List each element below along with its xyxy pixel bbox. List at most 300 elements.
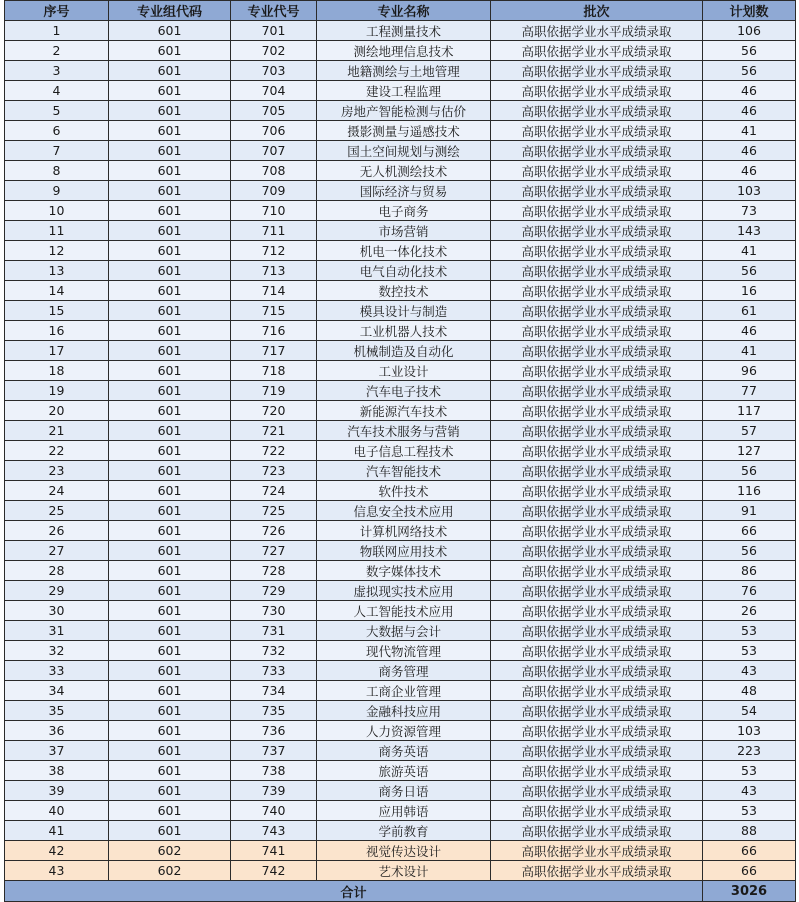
table-row <box>5 201 796 221</box>
cell-batch: 高职依据学业水平成绩录取 <box>491 661 703 681</box>
cell-plan: 61 <box>703 301 796 321</box>
cell-major-code: 722 <box>231 441 317 461</box>
cell-group-code: 601 <box>109 321 231 341</box>
cell-major-name: 工业设计 <box>317 361 491 381</box>
table-row <box>5 341 796 361</box>
cell-group-code: 601 <box>109 61 231 81</box>
cell-group-code: 601 <box>109 481 231 501</box>
cell-no: 13 <box>5 261 109 281</box>
cell-group-code: 601 <box>109 501 231 521</box>
cell-batch: 高职依据学业水平成绩录取 <box>491 601 703 621</box>
cell-major-name: 人力资源管理 <box>317 721 491 741</box>
cell-major-name: 测绘地理信息技术 <box>317 41 491 61</box>
cell-no: 35 <box>5 701 109 721</box>
cell-group-code: 601 <box>109 281 231 301</box>
table-row <box>5 641 796 661</box>
total-value: 3026 <box>703 881 796 902</box>
table-row <box>5 621 796 641</box>
cell-plan: 56 <box>703 61 796 81</box>
cell-batch: 高职依据学业水平成绩录取 <box>491 321 703 341</box>
cell-major-code: 717 <box>231 341 317 361</box>
cell-major-code: 708 <box>231 161 317 181</box>
cell-plan: 66 <box>703 841 796 861</box>
cell-major-code: 734 <box>231 681 317 701</box>
cell-major-code: 742 <box>231 861 317 881</box>
cell-no: 30 <box>5 601 109 621</box>
cell-batch: 高职依据学业水平成绩录取 <box>491 41 703 61</box>
table-row <box>5 421 796 441</box>
cell-batch: 高职依据学业水平成绩录取 <box>491 521 703 541</box>
cell-no: 40 <box>5 801 109 821</box>
table-row <box>5 81 796 101</box>
table-row <box>5 681 796 701</box>
cell-major-name: 数控技术 <box>317 281 491 301</box>
table-row <box>5 861 796 881</box>
cell-no: 38 <box>5 761 109 781</box>
cell-plan: 117 <box>703 401 796 421</box>
cell-plan: 91 <box>703 501 796 521</box>
cell-major-name: 艺术设计 <box>317 861 491 881</box>
table-row <box>5 661 796 681</box>
cell-major-name: 新能源汽车技术 <box>317 401 491 421</box>
cell-batch: 高职依据学业水平成绩录取 <box>491 541 703 561</box>
cell-major-name: 数字媒体技术 <box>317 561 491 581</box>
table-row <box>5 21 796 41</box>
table-row <box>5 581 796 601</box>
cell-plan: 41 <box>703 241 796 261</box>
cell-plan: 53 <box>703 801 796 821</box>
table-row <box>5 501 796 521</box>
cell-group-code: 601 <box>109 561 231 581</box>
cell-no: 7 <box>5 141 109 161</box>
cell-major-name: 信息安全技术应用 <box>317 501 491 521</box>
cell-batch: 高职依据学业水平成绩录取 <box>491 301 703 321</box>
table-row <box>5 461 796 481</box>
table-row <box>5 121 796 141</box>
cell-no: 25 <box>5 501 109 521</box>
cell-plan: 116 <box>703 481 796 501</box>
cell-major-code: 737 <box>231 741 317 761</box>
cell-plan: 53 <box>703 641 796 661</box>
table-row <box>5 761 796 781</box>
cell-no: 26 <box>5 521 109 541</box>
cell-group-code: 601 <box>109 341 231 361</box>
cell-plan: 77 <box>703 381 796 401</box>
cell-group-code: 601 <box>109 21 231 41</box>
cell-batch: 高职依据学业水平成绩录取 <box>491 501 703 521</box>
cell-major-name: 现代物流管理 <box>317 641 491 661</box>
cell-major-code: 713 <box>231 261 317 281</box>
cell-group-code: 601 <box>109 121 231 141</box>
table-row <box>5 241 796 261</box>
cell-batch: 高职依据学业水平成绩录取 <box>491 861 703 881</box>
cell-batch: 高职依据学业水平成绩录取 <box>491 341 703 361</box>
cell-plan: 96 <box>703 361 796 381</box>
table-row <box>5 801 796 821</box>
cell-no: 33 <box>5 661 109 681</box>
cell-group-code: 601 <box>109 641 231 661</box>
cell-no: 6 <box>5 121 109 141</box>
cell-major-code: 714 <box>231 281 317 301</box>
cell-batch: 高职依据学业水平成绩录取 <box>491 621 703 641</box>
cell-no: 18 <box>5 361 109 381</box>
cell-no: 28 <box>5 561 109 581</box>
cell-batch: 高职依据学业水平成绩录取 <box>491 801 703 821</box>
cell-batch: 高职依据学业水平成绩录取 <box>491 201 703 221</box>
cell-batch: 高职依据学业水平成绩录取 <box>491 461 703 481</box>
cell-plan: 56 <box>703 461 796 481</box>
cell-plan: 103 <box>703 721 796 741</box>
cell-batch: 高职依据学业水平成绩录取 <box>491 61 703 81</box>
cell-major-code: 707 <box>231 141 317 161</box>
cell-major-code: 710 <box>231 201 317 221</box>
table-row <box>5 481 796 501</box>
cell-plan: 76 <box>703 581 796 601</box>
cell-major-code: 709 <box>231 181 317 201</box>
cell-plan: 143 <box>703 221 796 241</box>
cell-batch: 高职依据学业水平成绩录取 <box>491 481 703 501</box>
cell-major-code: 725 <box>231 501 317 521</box>
cell-no: 37 <box>5 741 109 761</box>
cell-major-name: 电子商务 <box>317 201 491 221</box>
cell-major-code: 715 <box>231 301 317 321</box>
cell-group-code: 601 <box>109 681 231 701</box>
cell-major-name: 旅游英语 <box>317 761 491 781</box>
cell-no: 39 <box>5 781 109 801</box>
cell-no: 4 <box>5 81 109 101</box>
cell-major-code: 706 <box>231 121 317 141</box>
cell-group-code: 602 <box>109 841 231 861</box>
table-row <box>5 361 796 381</box>
cell-batch: 高职依据学业水平成绩录取 <box>491 821 703 841</box>
cell-batch: 高职依据学业水平成绩录取 <box>491 181 703 201</box>
header-plan: 计划数 <box>703 1 796 21</box>
cell-major-name: 地籍测绘与土地管理 <box>317 61 491 81</box>
cell-plan: 86 <box>703 561 796 581</box>
cell-no: 23 <box>5 461 109 481</box>
cell-major-code: 735 <box>231 701 317 721</box>
table-row <box>5 441 796 461</box>
cell-major-code: 741 <box>231 841 317 861</box>
table-row <box>5 41 796 61</box>
cell-major-code: 704 <box>231 81 317 101</box>
cell-plan: 73 <box>703 201 796 221</box>
cell-group-code: 601 <box>109 661 231 681</box>
table-row <box>5 261 796 281</box>
cell-batch: 高职依据学业水平成绩录取 <box>491 21 703 41</box>
table-row <box>5 601 796 621</box>
cell-plan: 66 <box>703 861 796 881</box>
cell-group-code: 601 <box>109 421 231 441</box>
cell-major-name: 模具设计与制造 <box>317 301 491 321</box>
cell-batch: 高职依据学业水平成绩录取 <box>491 681 703 701</box>
cell-group-code: 601 <box>109 741 231 761</box>
cell-major-name: 电子信息工程技术 <box>317 441 491 461</box>
cell-major-name: 国土空间规划与测绘 <box>317 141 491 161</box>
cell-no: 14 <box>5 281 109 301</box>
cell-no: 20 <box>5 401 109 421</box>
total-row <box>5 881 796 902</box>
cell-no: 1 <box>5 21 109 41</box>
cell-major-name: 摄影测量与遥感技术 <box>317 121 491 141</box>
cell-batch: 高职依据学业水平成绩录取 <box>491 741 703 761</box>
cell-major-name: 学前教育 <box>317 821 491 841</box>
table-row <box>5 401 796 421</box>
cell-batch: 高职依据学业水平成绩录取 <box>491 261 703 281</box>
cell-group-code: 601 <box>109 221 231 241</box>
cell-group-code: 601 <box>109 361 231 381</box>
cell-batch: 高职依据学业水平成绩录取 <box>491 101 703 121</box>
table-row <box>5 101 796 121</box>
cell-group-code: 601 <box>109 761 231 781</box>
header-row <box>5 1 796 21</box>
cell-major-code: 733 <box>231 661 317 681</box>
cell-plan: 223 <box>703 741 796 761</box>
cell-batch: 高职依据学业水平成绩录取 <box>491 81 703 101</box>
cell-plan: 103 <box>703 181 796 201</box>
cell-major-code: 705 <box>231 101 317 121</box>
cell-no: 29 <box>5 581 109 601</box>
cell-major-code: 726 <box>231 521 317 541</box>
cell-group-code: 601 <box>109 621 231 641</box>
cell-batch: 高职依据学业水平成绩录取 <box>491 641 703 661</box>
table-row <box>5 281 796 301</box>
cell-major-code: 731 <box>231 621 317 641</box>
cell-batch: 高职依据学业水平成绩录取 <box>491 761 703 781</box>
cell-plan: 88 <box>703 821 796 841</box>
cell-major-name: 工程测量技术 <box>317 21 491 41</box>
cell-batch: 高职依据学业水平成绩录取 <box>491 781 703 801</box>
cell-group-code: 601 <box>109 41 231 61</box>
cell-group-code: 601 <box>109 601 231 621</box>
cell-major-name: 机械制造及自动化 <box>317 341 491 361</box>
cell-major-code: 711 <box>231 221 317 241</box>
table-row <box>5 221 796 241</box>
cell-no: 16 <box>5 321 109 341</box>
cell-major-code: 729 <box>231 581 317 601</box>
cell-major-code: 743 <box>231 821 317 841</box>
cell-major-code: 712 <box>231 241 317 261</box>
table-row <box>5 301 796 321</box>
cell-major-name: 金融科技应用 <box>317 701 491 721</box>
header-major-name: 专业名称 <box>317 1 491 21</box>
table-row <box>5 161 796 181</box>
cell-plan: 56 <box>703 41 796 61</box>
cell-plan: 54 <box>703 701 796 721</box>
cell-group-code: 601 <box>109 821 231 841</box>
header-group-code: 专业组代码 <box>109 1 231 21</box>
cell-batch: 高职依据学业水平成绩录取 <box>491 581 703 601</box>
cell-group-code: 602 <box>109 861 231 881</box>
cell-no: 41 <box>5 821 109 841</box>
table-row <box>5 381 796 401</box>
cell-group-code: 601 <box>109 201 231 221</box>
cell-group-code: 601 <box>109 441 231 461</box>
cell-major-code: 738 <box>231 761 317 781</box>
table-row <box>5 841 796 861</box>
table-row <box>5 741 796 761</box>
cell-major-code: 732 <box>231 641 317 661</box>
table-row <box>5 821 796 841</box>
cell-no: 5 <box>5 101 109 121</box>
cell-batch: 高职依据学业水平成绩录取 <box>491 361 703 381</box>
cell-no: 11 <box>5 221 109 241</box>
cell-major-code: 719 <box>231 381 317 401</box>
table-body <box>5 21 796 881</box>
cell-major-name: 商务英语 <box>317 741 491 761</box>
cell-major-name: 房地产智能检测与估价 <box>317 101 491 121</box>
cell-major-code: 702 <box>231 41 317 61</box>
cell-major-name: 电气自动化技术 <box>317 261 491 281</box>
cell-major-name: 工业机器人技术 <box>317 321 491 341</box>
cell-no: 32 <box>5 641 109 661</box>
cell-group-code: 601 <box>109 261 231 281</box>
cell-group-code: 601 <box>109 581 231 601</box>
cell-major-name: 工商企业管理 <box>317 681 491 701</box>
cell-group-code: 601 <box>109 781 231 801</box>
cell-no: 43 <box>5 861 109 881</box>
cell-batch: 高职依据学业水平成绩录取 <box>491 401 703 421</box>
header-major-code: 专业代号 <box>231 1 317 21</box>
table-row <box>5 181 796 201</box>
cell-plan: 106 <box>703 21 796 41</box>
cell-plan: 26 <box>703 601 796 621</box>
cell-no: 19 <box>5 381 109 401</box>
cell-plan: 41 <box>703 121 796 141</box>
cell-group-code: 601 <box>109 81 231 101</box>
cell-plan: 46 <box>703 81 796 101</box>
cell-major-code: 718 <box>231 361 317 381</box>
cell-no: 2 <box>5 41 109 61</box>
table-row <box>5 61 796 81</box>
cell-batch: 高职依据学业水平成绩录取 <box>491 421 703 441</box>
cell-major-name: 物联网应用技术 <box>317 541 491 561</box>
cell-batch: 高职依据学业水平成绩录取 <box>491 561 703 581</box>
cell-no: 24 <box>5 481 109 501</box>
cell-major-name: 商务日语 <box>317 781 491 801</box>
cell-group-code: 601 <box>109 401 231 421</box>
cell-major-code: 736 <box>231 721 317 741</box>
cell-plan: 46 <box>703 141 796 161</box>
cell-no: 42 <box>5 841 109 861</box>
cell-plan: 16 <box>703 281 796 301</box>
cell-major-name: 人工智能技术应用 <box>317 601 491 621</box>
cell-batch: 高职依据学业水平成绩录取 <box>491 281 703 301</box>
cell-major-name: 视觉传达设计 <box>317 841 491 861</box>
cell-major-name: 软件技术 <box>317 481 491 501</box>
cell-major-code: 727 <box>231 541 317 561</box>
cell-plan: 53 <box>703 621 796 641</box>
cell-no: 3 <box>5 61 109 81</box>
cell-major-name: 汽车智能技术 <box>317 461 491 481</box>
cell-group-code: 601 <box>109 301 231 321</box>
total-label: 合计 <box>5 881 703 902</box>
cell-plan: 53 <box>703 761 796 781</box>
cell-no: 9 <box>5 181 109 201</box>
cell-major-code: 703 <box>231 61 317 81</box>
table-row <box>5 141 796 161</box>
cell-group-code: 601 <box>109 541 231 561</box>
cell-major-name: 计算机网络技术 <box>317 521 491 541</box>
cell-group-code: 601 <box>109 241 231 261</box>
cell-group-code: 601 <box>109 701 231 721</box>
cell-major-name: 大数据与会计 <box>317 621 491 641</box>
cell-major-name: 无人机测绘技术 <box>317 161 491 181</box>
cell-group-code: 601 <box>109 381 231 401</box>
cell-batch: 高职依据学业水平成绩录取 <box>491 721 703 741</box>
enrollment-plan-table-container <box>4 0 795 902</box>
cell-plan: 57 <box>703 421 796 441</box>
cell-group-code: 601 <box>109 161 231 181</box>
cell-major-name: 商务管理 <box>317 661 491 681</box>
cell-batch: 高职依据学业水平成绩录取 <box>491 381 703 401</box>
cell-major-name: 应用韩语 <box>317 801 491 821</box>
cell-major-code: 730 <box>231 601 317 621</box>
cell-plan: 48 <box>703 681 796 701</box>
cell-major-code: 721 <box>231 421 317 441</box>
cell-no: 12 <box>5 241 109 261</box>
cell-group-code: 601 <box>109 141 231 161</box>
cell-no: 21 <box>5 421 109 441</box>
cell-group-code: 601 <box>109 721 231 741</box>
cell-batch: 高职依据学业水平成绩录取 <box>491 441 703 461</box>
cell-no: 10 <box>5 201 109 221</box>
cell-no: 17 <box>5 341 109 361</box>
cell-major-code: 701 <box>231 21 317 41</box>
cell-group-code: 601 <box>109 521 231 541</box>
table-row <box>5 561 796 581</box>
cell-no: 34 <box>5 681 109 701</box>
cell-plan: 56 <box>703 541 796 561</box>
cell-major-code: 716 <box>231 321 317 341</box>
cell-plan: 66 <box>703 521 796 541</box>
cell-batch: 高职依据学业水平成绩录取 <box>491 701 703 721</box>
cell-plan: 46 <box>703 161 796 181</box>
cell-plan: 43 <box>703 661 796 681</box>
cell-major-code: 723 <box>231 461 317 481</box>
table-row <box>5 521 796 541</box>
table-row <box>5 321 796 341</box>
cell-major-name: 市场营销 <box>317 221 491 241</box>
cell-major-code: 724 <box>231 481 317 501</box>
cell-group-code: 601 <box>109 101 231 121</box>
cell-major-code: 720 <box>231 401 317 421</box>
table-row <box>5 721 796 741</box>
cell-major-name: 汽车技术服务与营销 <box>317 421 491 441</box>
cell-major-name: 虚拟现实技术应用 <box>317 581 491 601</box>
cell-batch: 高职依据学业水平成绩录取 <box>491 161 703 181</box>
cell-no: 8 <box>5 161 109 181</box>
table-row <box>5 781 796 801</box>
cell-major-name: 国际经济与贸易 <box>317 181 491 201</box>
cell-major-name: 建设工程监理 <box>317 81 491 101</box>
table-row <box>5 541 796 561</box>
cell-major-name: 机电一体化技术 <box>317 241 491 261</box>
table-row <box>5 701 796 721</box>
cell-major-code: 728 <box>231 561 317 581</box>
cell-group-code: 601 <box>109 801 231 821</box>
cell-no: 22 <box>5 441 109 461</box>
cell-plan: 127 <box>703 441 796 461</box>
cell-no: 15 <box>5 301 109 321</box>
cell-plan: 46 <box>703 321 796 341</box>
cell-group-code: 601 <box>109 461 231 481</box>
cell-no: 36 <box>5 721 109 741</box>
cell-batch: 高职依据学业水平成绩录取 <box>491 841 703 861</box>
header-no: 序号 <box>5 1 109 21</box>
header-batch: 批次 <box>491 1 703 21</box>
cell-major-name: 汽车电子技术 <box>317 381 491 401</box>
